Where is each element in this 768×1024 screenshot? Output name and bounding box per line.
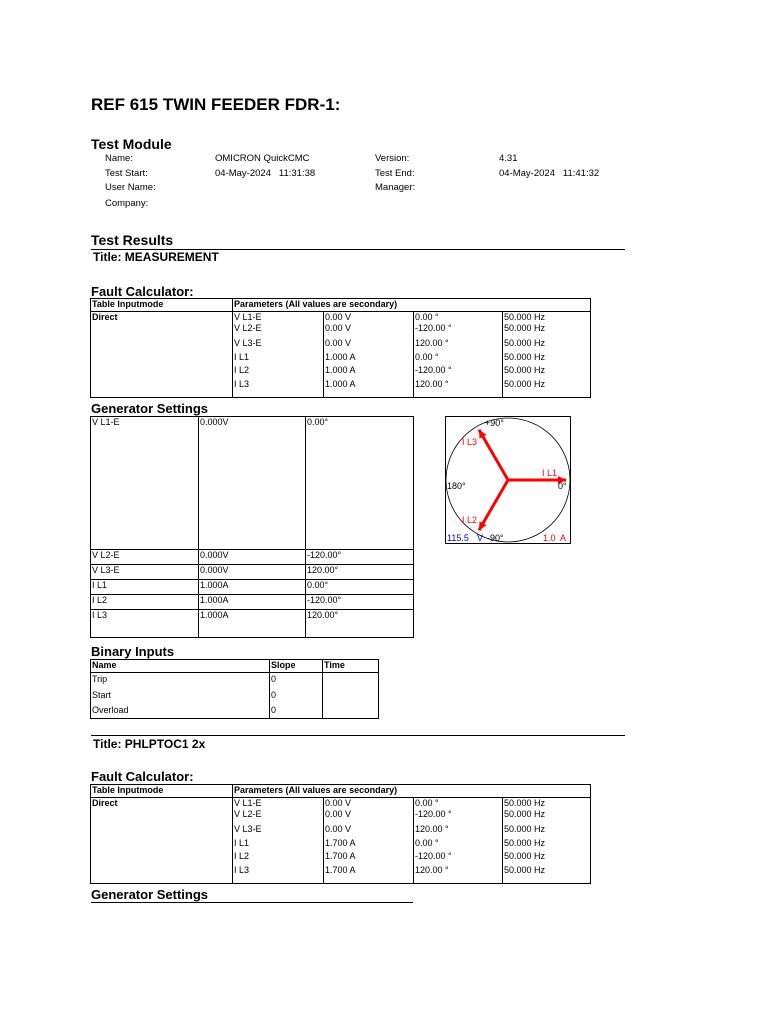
binary-inputs-table: [90, 659, 379, 719]
gen-angle: 0.00°: [306, 580, 414, 595]
phasor-label-minus90: -90°: [487, 533, 504, 543]
generator-settings-heading: Generator Settings: [91, 887, 209, 902]
param-name: I L2: [234, 851, 250, 861]
param-name: V L3-E: [234, 824, 262, 834]
col-header-parameters: Parameters (All values are secondary): [233, 785, 591, 798]
param-angle: 0.00 °: [415, 351, 439, 362]
param-angle: 0.00 °: [415, 837, 439, 848]
param-magnitude: 0.00 V: [325, 824, 352, 834]
binary-input-name: Start: [92, 689, 112, 700]
gen-name: I L1: [91, 580, 199, 595]
param-angle: 120.00 °: [415, 378, 449, 389]
param-magnitude: 0.00 V: [325, 312, 352, 322]
gen-name: I L3: [91, 610, 199, 638]
phasor-diagram: [445, 416, 571, 544]
param-frequency: 50.000 Hz: [504, 378, 546, 389]
name-value: OMICRON QuickCMC: [215, 153, 310, 164]
user-name-label: User Name:: [105, 182, 156, 193]
gen-angle: 0.00°: [306, 417, 414, 550]
param-magnitude: 1.700 A: [325, 851, 356, 861]
param-frequency: 50.000 Hz: [504, 798, 546, 808]
param-angle: 120.00 °: [415, 338, 449, 348]
name-label: Name:: [105, 153, 133, 164]
fault-calculator-heading: Fault Calculator:: [91, 284, 194, 299]
param-magnitude: 0.00 V: [325, 338, 352, 348]
gen-name: V L1-E: [91, 417, 199, 550]
binary-input-slope: 0: [271, 705, 277, 715]
param-name: I L3: [234, 378, 250, 389]
binary-input-name: Trip: [92, 674, 108, 684]
col-header-parameters: Parameters (All values are secondary): [233, 299, 591, 312]
phasor-current-unit: A: [560, 533, 567, 543]
param-magnitude: 0.00 V: [325, 323, 352, 333]
inputmode-value: Direct: [91, 798, 233, 884]
gen-angle: 120.00°: [306, 610, 414, 638]
company-label: Company:: [105, 198, 149, 209]
param-frequency: 50.000 Hz: [504, 338, 546, 348]
test-module-heading: Test Module: [91, 136, 172, 152]
param-magnitude: 1.700 A: [325, 837, 356, 848]
generator-settings-heading: Generator Settings: [91, 401, 209, 416]
gen-angle: -120.00°: [306, 550, 414, 565]
param-frequency: 50.000 Hz: [504, 851, 546, 861]
param-frequency: 50.000 Hz: [504, 365, 546, 375]
param-name: I L3: [234, 864, 250, 875]
binary-inputs-heading: Binary Inputs: [91, 644, 175, 659]
gen-magnitude: 0.000V: [199, 565, 306, 580]
param-angle: 120.00 °: [415, 824, 449, 834]
binary-col-time: Time: [323, 660, 379, 673]
gen-name: V L2-E: [91, 550, 199, 565]
param-angle: -120.00 °: [415, 851, 452, 861]
gen-magnitude: 0.000V: [199, 550, 306, 565]
param-name: V L2-E: [234, 809, 262, 819]
param-angle: -120.00 °: [415, 365, 452, 375]
fault-calculator-table: [90, 298, 591, 398]
fault-calculator-heading: Fault Calculator:: [91, 769, 194, 784]
param-name: V L1-E: [234, 312, 262, 322]
binary-input-slope: 0: [271, 674, 277, 684]
param-angle: -120.00 °: [415, 809, 452, 819]
gen-angle: -120.00°: [306, 595, 414, 610]
param-name: V L3-E: [234, 338, 262, 348]
param-magnitude: 1.700 A: [325, 864, 356, 875]
param-frequency: 50.000 Hz: [504, 809, 546, 819]
param-magnitude: 1.000 A: [325, 365, 356, 375]
test-start-value: 04-May-2024 11:31:38: [215, 168, 316, 179]
param-magnitude: 0.00 V: [325, 798, 352, 808]
divider: [91, 735, 625, 736]
phasor-label-il1: I L1: [542, 468, 558, 478]
inputmode-value: Direct: [91, 312, 233, 398]
gen-magnitude: 1.000A: [199, 595, 306, 610]
binary-input-slope: 0: [271, 689, 277, 700]
binary-col-name: Name: [91, 660, 270, 673]
phasor-label-il3: I L3: [462, 437, 478, 447]
phasor-label-0: 0°: [558, 481, 567, 491]
param-name: V L2-E: [234, 323, 262, 333]
phasor-voltage-scale: 115.5: [447, 533, 469, 543]
gen-angle: 120.00°: [306, 565, 414, 580]
param-frequency: 50.000 Hz: [504, 837, 546, 848]
phasor-label-plus90: +90°: [485, 418, 504, 428]
binary-input-name: Overload: [92, 705, 129, 715]
param-name: I L1: [234, 351, 250, 362]
version-label: Version:: [375, 153, 410, 164]
document-title: REF 615 TWIN FEEDER FDR-1:: [91, 95, 341, 114]
param-name: V L1-E: [234, 798, 262, 808]
binary-col-slope: Slope: [270, 660, 323, 673]
param-angle: 0.00 °: [415, 312, 439, 322]
param-frequency: 50.000 Hz: [504, 323, 546, 333]
param-name: I L1: [234, 837, 250, 848]
param-angle: -120.00 °: [415, 323, 452, 333]
param-frequency: 50.000 Hz: [504, 312, 546, 322]
phasor-label-180: 180°: [447, 481, 466, 491]
param-angle: 120.00 °: [415, 864, 449, 875]
param-magnitude: 1.000 A: [325, 351, 356, 362]
phasor-current-scale: 1.0: [543, 533, 556, 543]
col-header-inputmode: Table Inputmode: [91, 785, 233, 798]
phasor-label-il2: I L2: [462, 515, 478, 525]
param-angle: 0.00 °: [415, 798, 439, 808]
version-value: 4.31: [499, 153, 518, 164]
gen-magnitude: 1.000A: [199, 610, 306, 638]
phasor-voltage-unit: V: [477, 533, 484, 543]
col-header-inputmode: Table Inputmode: [91, 299, 233, 312]
test-results-heading: Test Results: [91, 232, 174, 248]
param-magnitude: 0.00 V: [325, 809, 352, 819]
gen-name: V L3-E: [91, 565, 199, 580]
test-end-label: Test End:: [375, 168, 415, 179]
test-start-label: Test Start:: [105, 168, 148, 179]
gen-name: I L2: [91, 595, 199, 610]
divider: [91, 902, 413, 903]
section-title-phlptoc1: Title: PHLPTOC1 2x: [93, 737, 206, 751]
param-frequency: 50.000 Hz: [504, 864, 546, 875]
section-title-measurement: Title: MEASUREMENT: [93, 250, 219, 264]
manager-label: Manager:: [375, 182, 416, 193]
param-magnitude: 1.000 A: [325, 378, 356, 389]
param-name: I L2: [234, 365, 250, 375]
fault-calculator-table: [90, 784, 591, 884]
generator-settings-table: [90, 416, 414, 638]
binary-input-time: [323, 673, 379, 719]
gen-magnitude: 0.000V: [199, 417, 306, 550]
gen-magnitude: 1.000A: [199, 580, 306, 595]
param-frequency: 50.000 Hz: [504, 351, 546, 362]
param-frequency: 50.000 Hz: [504, 824, 546, 834]
test-end-value: 04-May-2024 11:41:32: [499, 168, 600, 179]
